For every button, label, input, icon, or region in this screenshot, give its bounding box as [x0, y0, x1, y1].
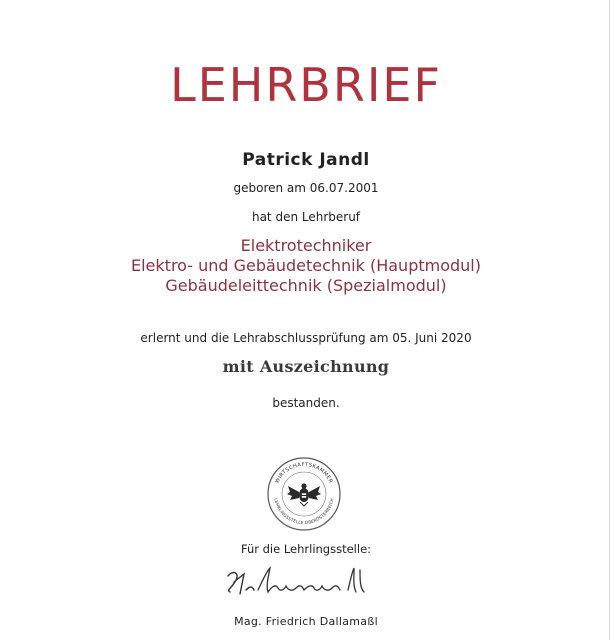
profession-line: Elektro- und Gebäudetechnik (Hauptmodul): [131, 256, 481, 275]
certificate-title: LEHRBRIEF: [170, 58, 442, 112]
handwritten-signature: [222, 560, 392, 602]
profession-block: [0, 236, 612, 296]
passed-line: bestanden.: [272, 396, 340, 410]
office-label: Für die Lehrlingsstelle:: [240, 542, 372, 556]
seal-bottom-text: LEHRLINGSSTELLE OBERÖSTERREICH: [273, 497, 335, 526]
exam-line: erlernt und die Lehrabschlussprüfung am 05. Juni 2020: [140, 331, 472, 345]
birth-date-line: geboren am 06.07.2001: [233, 181, 379, 195]
profession-line: Elektrotechniker: [240, 236, 372, 255]
intro-line: hat den Lehrberuf: [251, 210, 361, 224]
recipient-name: Patrick Jandl: [242, 150, 370, 170]
seal-top-text: WIRTSCHAFTSKAMMER: [274, 461, 334, 485]
austrian-eagle-icon: [287, 483, 321, 506]
scan-edge: [609, 0, 610, 640]
official-seal: [266, 456, 342, 532]
signer-name: Mag. Friedrich Dallamaßl: [234, 615, 378, 628]
distinction-text: mit Auszeichnung: [222, 357, 390, 376]
profession-line: Gebäudeleittechnik (Spezialmodul): [165, 276, 447, 295]
